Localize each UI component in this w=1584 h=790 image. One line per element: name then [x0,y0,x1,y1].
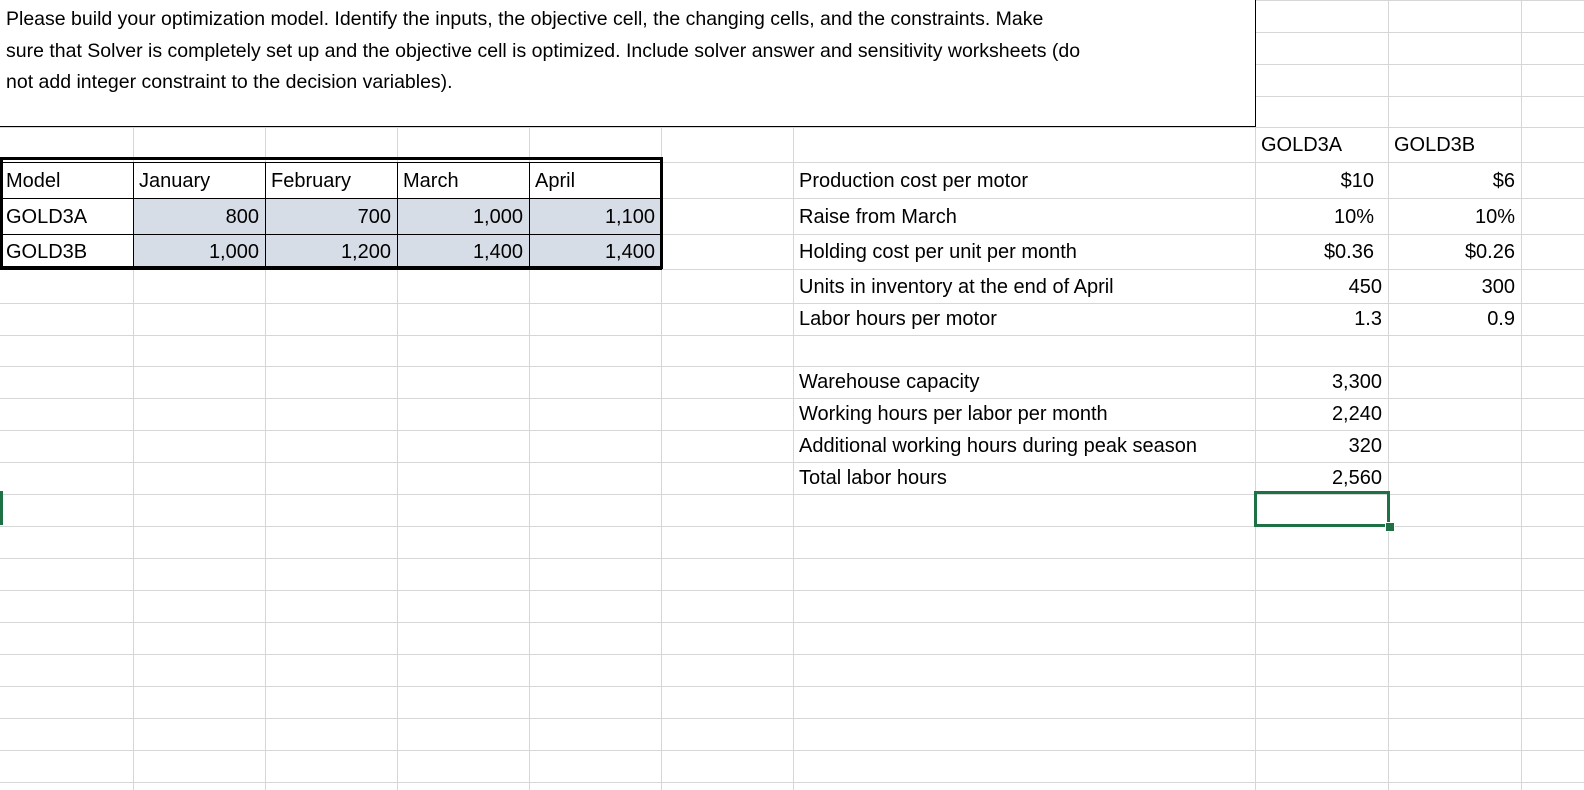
header-march[interactable]: March [403,170,459,192]
gold3a-march[interactable]: 1,000 [472,206,523,228]
capacity-label-working-hours[interactable]: Working hours per labor per month [799,403,1108,425]
capacity-label-total-labor-hours[interactable]: Total labor hours [799,467,947,489]
ending-inventory-gold3a[interactable]: 450 [1348,276,1382,298]
instruction-merged-cell[interactable] [0,0,1256,127]
gridline [0,718,1584,719]
gold3a-april[interactable]: 1,100 [604,206,655,228]
gold3b-january[interactable]: 1,000 [208,241,259,263]
fill-handle[interactable] [1385,522,1395,532]
capacity-label-additional-hours[interactable]: Additional working hours during peak season [799,435,1198,457]
param-label-ending-inventory[interactable]: Units in inventory at the end of April [799,276,1114,298]
gold3b-february[interactable]: 1,200 [340,241,391,263]
gridline [0,366,1584,367]
header-january[interactable]: January [139,170,211,192]
gridline [0,750,1584,751]
gridline [0,430,1584,431]
row-selection-indicator [0,491,3,525]
param-label-holding-cost[interactable]: Holding cost per unit per month [799,241,1077,263]
holding-cost-gold3b[interactable]: $0.26 [1464,241,1515,263]
gridline [0,398,1584,399]
holding-cost-gold3a[interactable]: $0.36 [1323,241,1374,263]
instruction-text: Please build your optimization model. Identify the inputs, the objective cell, the changing cells, and the constraints. Make sure that Solver is completely set up and the objective cell is optimized. Include solver answer and sensitivity worksheets (do not add integer constraint to the decision variables). [6,8,1081,93]
additional-hours-value[interactable]: 320 [1348,435,1382,457]
gridline [0,558,1584,559]
gridline [0,462,1584,463]
gridline [0,622,1584,623]
gold3a-january[interactable]: 800 [225,206,259,228]
gridline [0,590,1584,591]
gridline [0,654,1584,655]
gridline [0,782,1584,783]
working-hours-value[interactable]: 2,240 [1331,403,1382,425]
header-february[interactable]: February [271,170,352,192]
param-header-gold3a[interactable]: GOLD3A [1261,134,1343,156]
raise-gold3b[interactable]: 10% [1474,206,1515,228]
gridline [1521,0,1522,790]
gridline [0,127,1584,128]
labor-hours-gold3a[interactable]: 1.3 [1354,308,1382,330]
param-header-gold3b[interactable]: GOLD3B [1394,134,1476,156]
param-label-labor-hours[interactable]: Labor hours per motor [799,308,997,330]
gold3a-february[interactable]: 700 [357,206,391,228]
active-cell-selection[interactable] [1254,491,1390,527]
total-labor-hours-value[interactable]: 2,560 [1331,467,1382,489]
production-cost-gold3a[interactable]: $10 [1340,170,1374,192]
raise-gold3a[interactable]: 10% [1333,206,1374,228]
capacity-label-warehouse[interactable]: Warehouse capacity [799,371,980,393]
gridline [0,686,1584,687]
production-cost-gold3b[interactable]: $6 [1492,170,1515,192]
gridline [0,335,1584,336]
warehouse-capacity-value[interactable]: 3,300 [1331,371,1382,393]
row-label-gold3b[interactable]: GOLD3B [6,241,88,263]
header-april[interactable]: April [535,170,576,192]
ending-inventory-gold3b[interactable]: 300 [1481,276,1515,298]
param-label-raise-from-march[interactable]: Raise from March [799,206,957,228]
gold3b-march[interactable]: 1,400 [472,241,523,263]
gridline [0,303,1584,304]
param-label-production-cost[interactable]: Production cost per motor [799,170,1028,192]
labor-hours-gold3b[interactable]: 0.9 [1487,308,1515,330]
row-label-gold3a[interactable]: GOLD3A [6,206,88,228]
gold3b-april[interactable]: 1,400 [604,241,655,263]
gridline [1388,0,1389,790]
header-model[interactable]: Model [6,170,61,192]
